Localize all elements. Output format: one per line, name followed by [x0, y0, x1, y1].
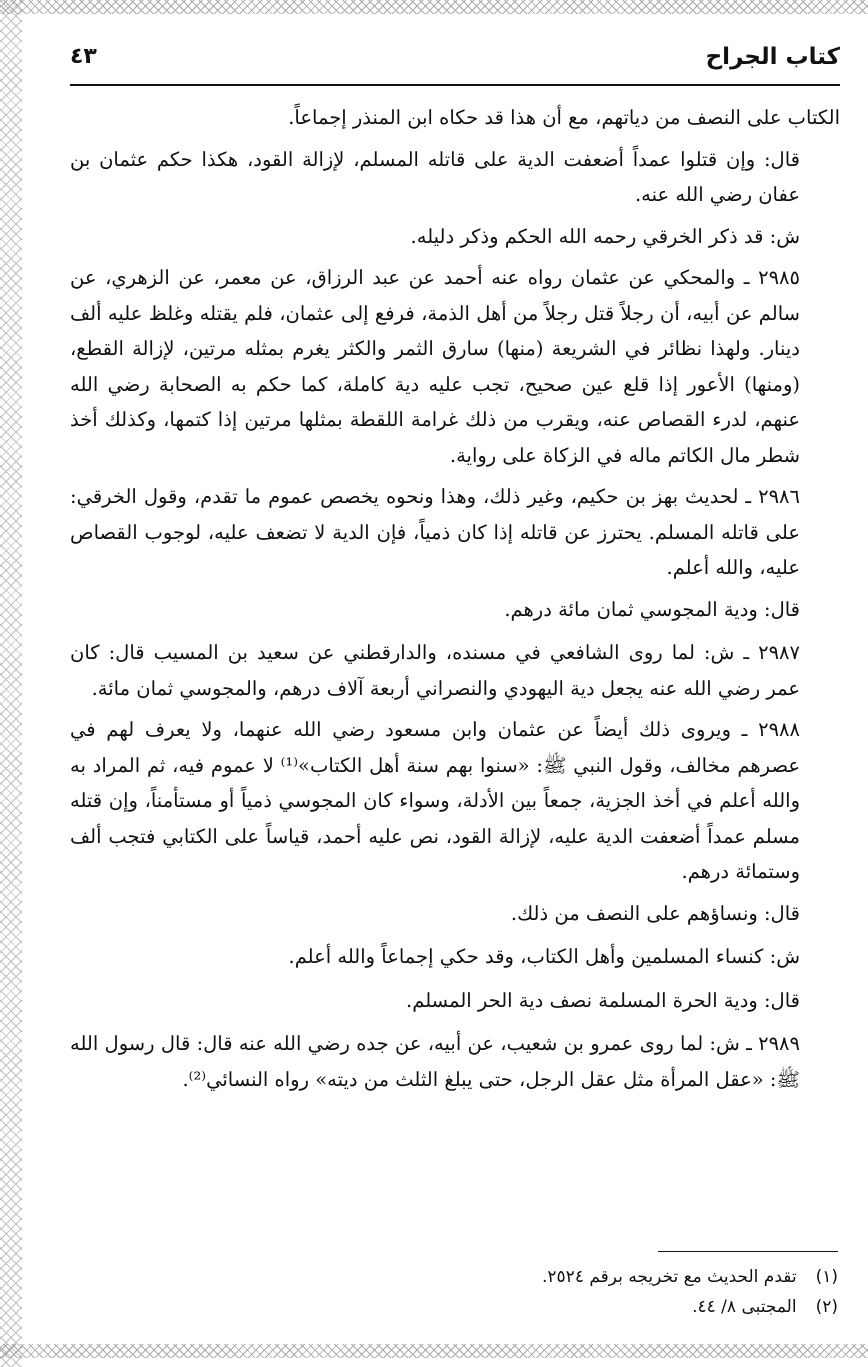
footnote-text: تقدم الحديث مع تخريجه برقم ٢٥٢٤.: [542, 1267, 797, 1287]
paragraph: ٢٩٨٦ ـ لحديث بهز بن حكيم، وغير ذلك، وهذا ونحوه يخصص عموم ما تقدم، وقول الخرقي: على قاتله المسلم. يحترز عن قاتله إذا كان ذمياً، فإن الدية لا تضعف عليه، لوجوب القصاص عليه، والله أعلم.: [70, 485, 800, 579]
decorative-border-bottom: [0, 1344, 868, 1358]
footnote-number: (١): [815, 1267, 838, 1287]
paragraph: ٢٩٨٥ ـ والمحكي عن عثمان رواه عنه أحمد عن عبد الرزاق، عن معمر، عن الزهري، عن سالم عن أبيه، أن رجلاً قتل رجلاً من أهل الذمة، فرفع إلى عثمان، فلم يقتله وغلظ عليه ألف دينار. ولهذا نظائر في الشريعة (منها) سارق الثمر والكثر يغرم بمثله مرتين، لإزالة القطع، (ومنها) الأعور إذا قلع عين صحيح، تجب عليه دية كاملة، كما حكم به الصحابة رضي الله عنهم، لدرء القصاص عنه، ويقرب من ذلك غرامة اللقطة بمثلها مرتين إذا كتمها، وكذلك أخذ شطر مال الكاتم ماله في الزكاة على رواية.: [70, 266, 800, 467]
decorative-border-top: [0, 0, 868, 14]
footnote-divider: [658, 1251, 838, 1252]
paragraph: ش: كنساء المسلمين وأهل الكتاب، وقد حكي إجماعاً والله أعلم.: [288, 945, 800, 968]
paragraph: ٢٩٨٨ ـ ويروى ذلك أيضاً عن عثمان وابن مسعود رضي الله عنهما، ولا يعرف لهم في عصرهم مخالف، وقول النبي ﷺ: «سنوا بهم سنة أهل الكتاب»⁽¹⁾ لا عموم فيه، ثم المراد به والله أعلم في أخذ الجزية، جمعاً بين الأدلة، وسواء كان المجوسي ذمياً أو مستأمناً، وإن قتله مسلم عمداً أضعفت الدية عليه، لإزالة القود، نص عليه أحمد، قياساً على الكتابي فتجب ألف وستمائة درهم.: [70, 718, 800, 883]
footnote: [98, 1292, 838, 1322]
chapter-title: كتاب الجراح: [705, 44, 840, 70]
paragraph: قال: ونساؤهم على النصف من ذلك.: [510, 901, 800, 925]
footnotes: [98, 1262, 838, 1322]
paragraph: ش: قد ذكر الخرقي رحمه الله الحكم وذكر دليله.: [410, 224, 800, 248]
body-text: [70, 100, 840, 1103]
paragraph: قال: ودية الحرة المسلمة نصف دية الحر المسلم.: [406, 988, 800, 1012]
footnote-text: المجتبى ٨/ ٤٤.: [692, 1297, 797, 1317]
paragraph: الكتاب على النصف من دياتهم، مع أن هذا قد حكاه ابن المنذر إجماعاً.: [288, 106, 840, 129]
page-number: ٤٣: [70, 44, 97, 69]
paragraph: ٢٩٨٩ ـ ش: لما روى عمرو بن شعيب، عن أبيه، عن جده رضي الله عنه قال: قال رسول الله ﷺ: «عقل المرأة مثل عقل الرجل، حتى يبلغ الثلث من ديته» رواه النسائي⁽²⁾.: [70, 1032, 800, 1091]
decorative-border-left: [0, 0, 22, 1367]
footnote: [98, 1262, 838, 1292]
paragraph: قال: ودية المجوسي ثمان مائة درهم.: [504, 597, 800, 621]
page-header: [70, 42, 840, 86]
paragraph: قال: وإن قتلوا عمداً أضعفت الدية على قاتله المسلم، لإزالة القود، هكذا حكم عثمان بن عفان رضي الله عنه.: [70, 147, 800, 206]
footnote-number: (٢): [815, 1297, 838, 1317]
paragraph: ٢٩٨٧ ـ ش: لما روى الشافعي في مسنده، والدارقطني عن سعيد بن المسيب قال: كان عمر رضي الله عنه يجعل دية اليهودي والنصراني أربعة آلاف درهم، والمجوسي ثمان مائة.: [70, 641, 800, 700]
